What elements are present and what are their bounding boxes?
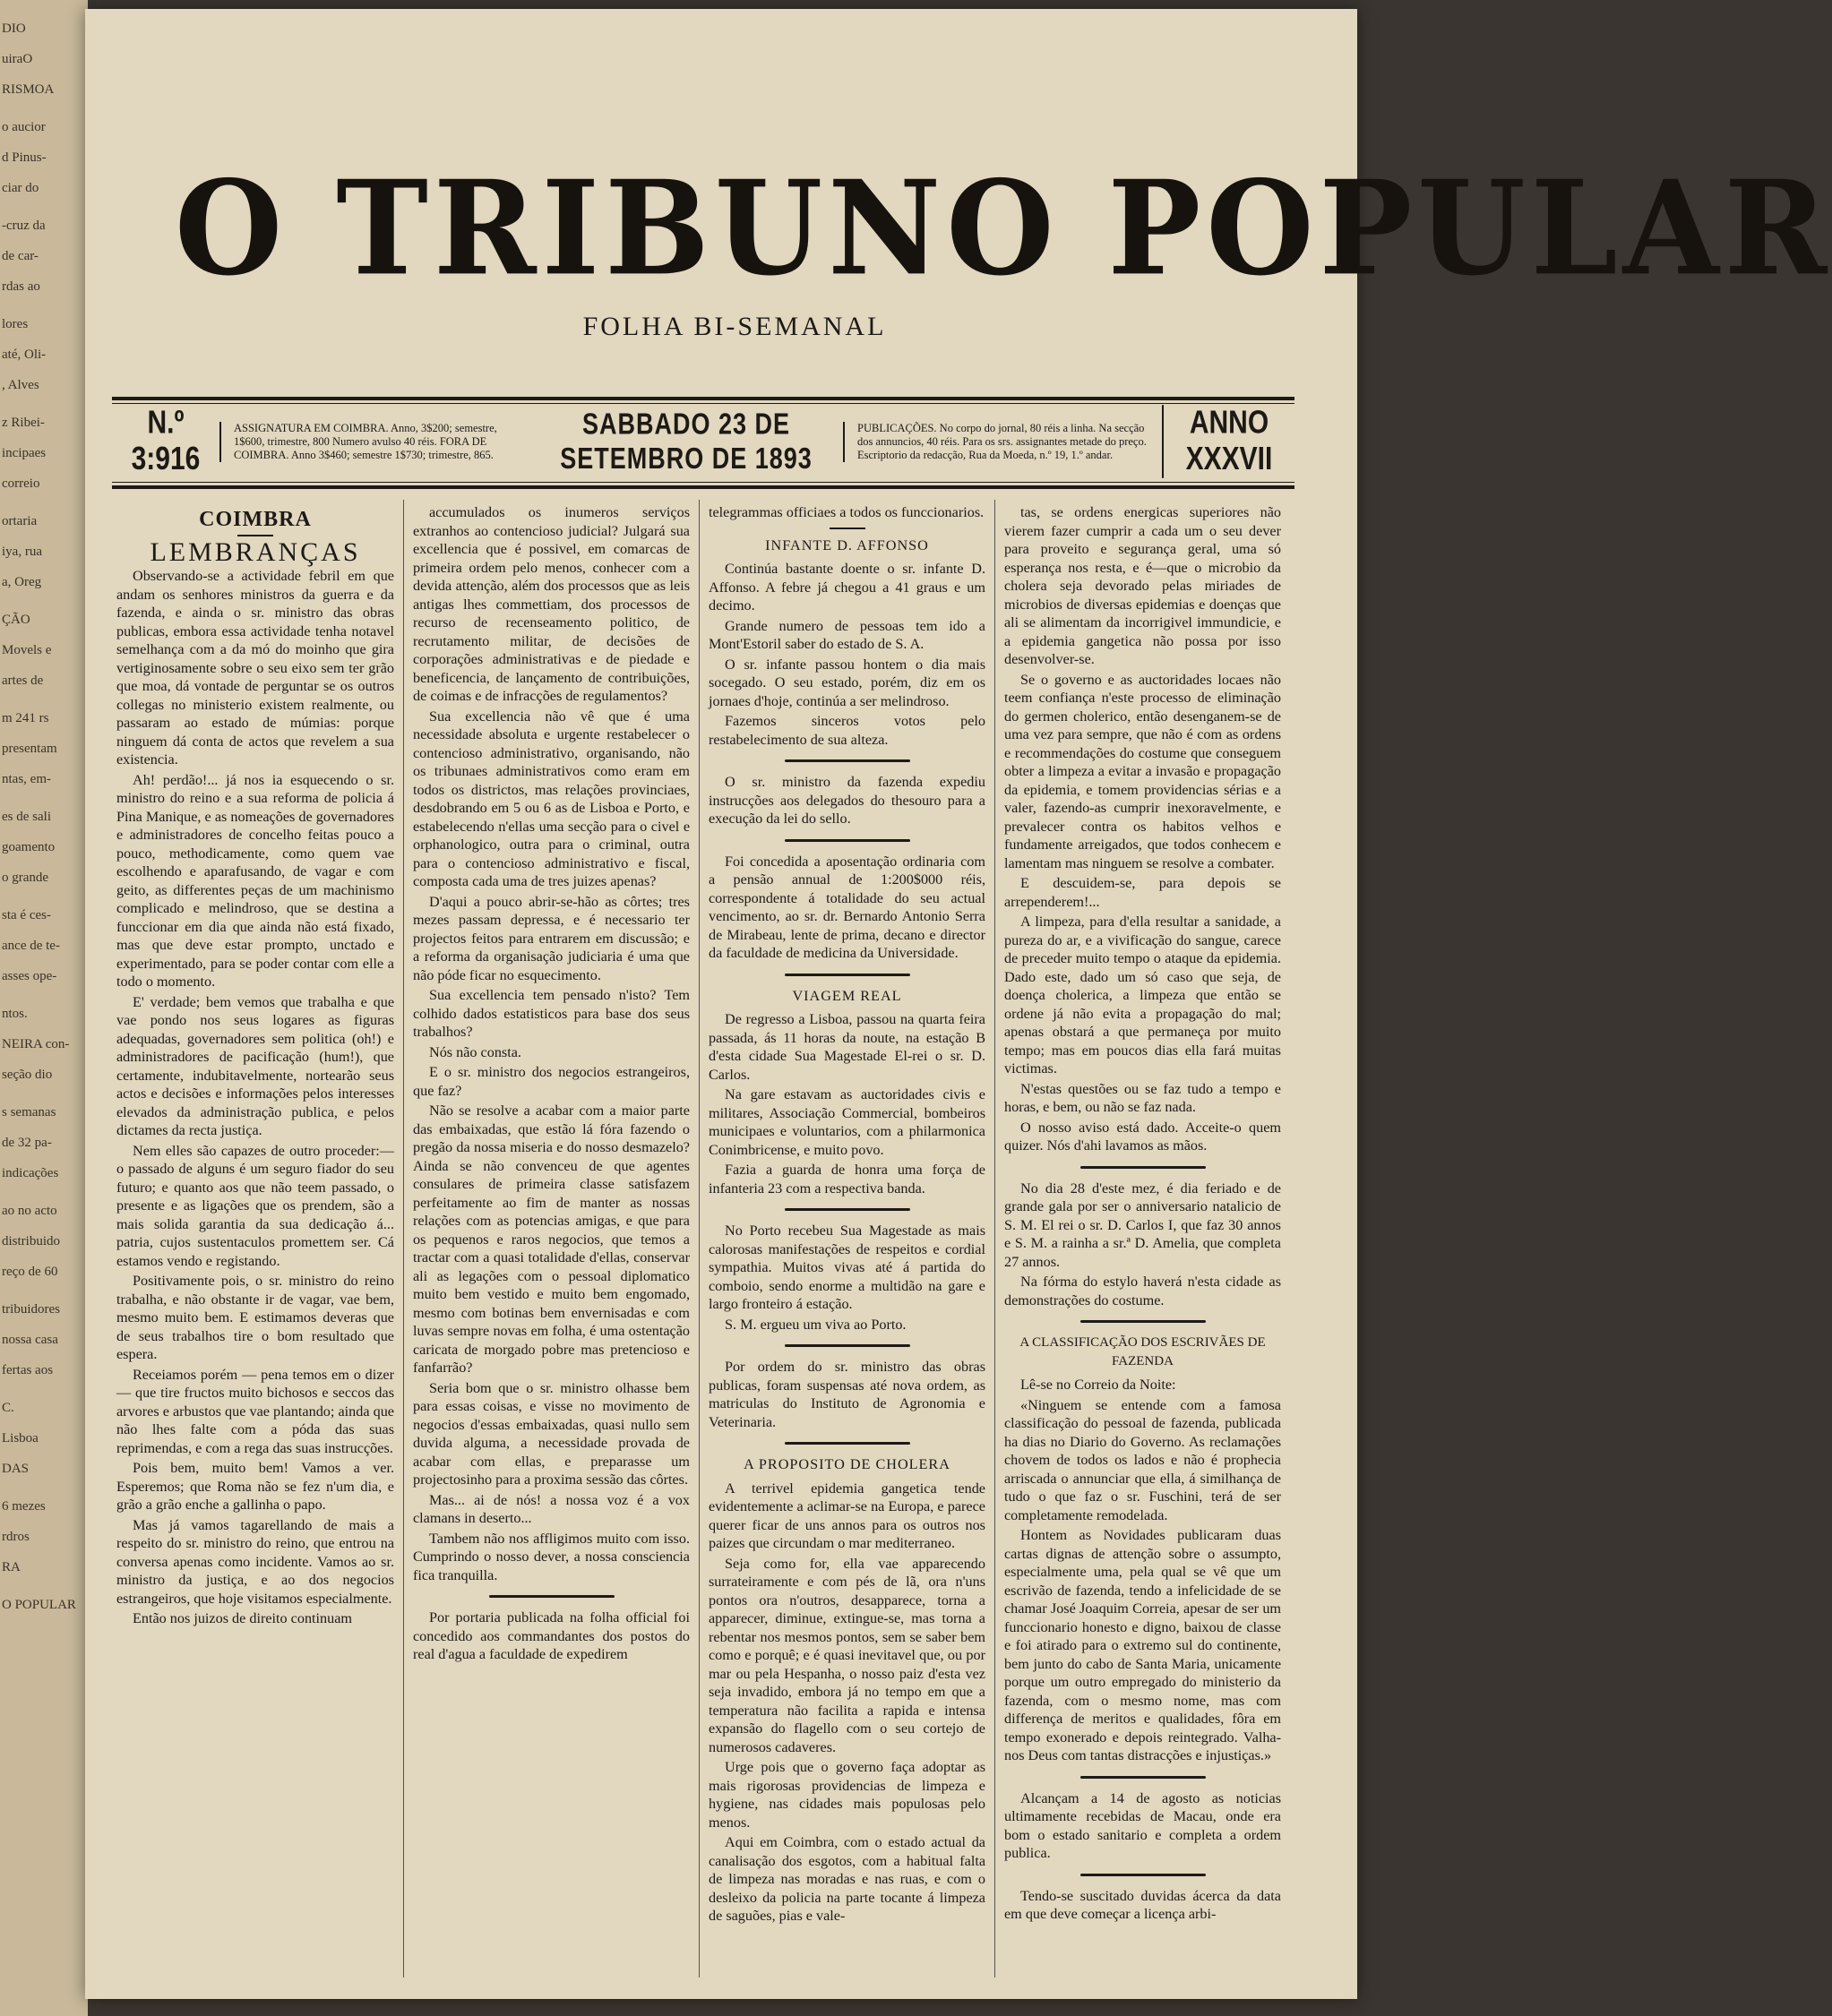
- previous-page-fragment: tribuidores: [2, 1302, 60, 1317]
- previous-page-fragment: Lisboa: [2, 1431, 39, 1446]
- article-body: [1004, 503, 1281, 1155]
- info-bar: [112, 405, 1294, 477]
- top-thin-rule: [112, 403, 1294, 404]
- issue-date: SABBADO 23 DE SETEMBRO DE 1893: [560, 407, 813, 476]
- paragraph: Pois bem, muito bem! Vamos a ver. Esperemos; que Roma não se fez n'um dia, e grão a grão enche a gallinha o papo.: [116, 1460, 394, 1513]
- paragraph: De regresso a Lisboa, passou na quarta feira passada, ás 11 horas da noute, na estação B d'esta cidade Sua Magestade El-rei o sr. D. Carlos.: [709, 1011, 985, 1083]
- previous-page-fragment: a, Oreg: [2, 575, 42, 589]
- article-body: [709, 1480, 985, 1926]
- previous-page-fragment: ntos.: [2, 1007, 28, 1021]
- previous-page-fragment: asses ope-: [2, 969, 57, 983]
- separator: [785, 1208, 910, 1211]
- paragraph: E descuidem-se, para depois se arrependerem!...: [1004, 875, 1281, 910]
- previous-page-fragment: , Alves: [2, 378, 39, 392]
- paragraph: Hontem as Novidades publicaram duas cartas dignas de attenção sobre o assumpto, especialmente uma, pela qual se vê que um escrivão de fazenda, tendo a infelicidade de se chamar José Joaquim Correia, apesar de ser um funccionario honesto e digno, baixou de classe e foi atirado para o extremo sul do continente, bem junto do cabo de Santa Maria, unicamente porque um outro empregado do ministerio da fazenda, com o mesmo nome, mas com differença de meritos e qualidades, fôra em tempo exonerado e depois reintegrado. Valha-nos Deus com tantas distracções e injustiças.»: [1004, 1527, 1281, 1763]
- previous-page-fragment: s semanas: [2, 1105, 56, 1120]
- previous-page-fragment: presentam: [2, 742, 57, 756]
- previous-page-fragment: lores: [2, 317, 29, 331]
- previous-page-fragment: O POPULAR: [2, 1598, 76, 1612]
- paragraph: No Porto recebeu Sua Magestade as mais calorosas manifestações de respeitos e cordial sympathia. Muitos vivas até á partida do comboio, sendo enorme a multidão na gare e largo fronteiro á estação.: [709, 1222, 985, 1312]
- paragraph: Seja como for, ella vae apparecendo surrateiramente e com pés de lã, ora n'uns pontos ora n'outros, desapparece, torna a apparecer, diminue, extingue-se, mas torna a rebentar nos mesmos pontos, sem se saber bem como e porquê; e é quasi inevitavel que, ou por mar ou pela Hespanha, o nosso paiz d'esta vez seja invadido, embora já no tempo em que a temperatura não facilita a rapida e intensa expansão do flagello com o seu cortejo de numerosos cadaveres.: [709, 1555, 985, 1755]
- previous-page-fragment: reço de 60: [2, 1265, 58, 1279]
- column-3: [699, 500, 994, 1977]
- previous-page-fragment: sta é ces-: [2, 908, 51, 922]
- previous-page-fragment: nossa casa: [2, 1333, 58, 1347]
- article-sello: O sr. ministro da fazenda expediu instrucções aos delegados do thesouro para a execução da lei do sello.: [709, 774, 985, 827]
- bottom-thin-rule: [112, 482, 1294, 483]
- previous-page-fragment: ortaria: [2, 514, 38, 528]
- newspaper-subtitle: FOLHA BI-SEMANAL: [582, 312, 887, 341]
- paragraph: Tambem não nos affligimos muito com isso. Cumprindo o nosso dever, a nossa consciencia fica tranquilla.: [413, 1530, 690, 1583]
- previous-page-fragment: DIO: [2, 21, 26, 36]
- paragraph: A limpeza, para d'ella resultar a sanidade, a pureza do ar, e a vivificação do sangue, carece de preceder muito tempo o ataque da epidemia. Dado este, dado um só caso que seja, de doença cholerica, a limpeza que então se ordene já não evita a propagação do mal; apenas obstará a que permaneça por muito tempo; mas em poucos dias ella fará muitas victimas.: [1004, 914, 1281, 1077]
- previous-page-fragment: rdros: [2, 1530, 30, 1544]
- paragraph: Mas já vamos tagarellando de mais a respeito do sr. ministro do reino, que entrou na conversa apenas como incidente. Vamos ao sr. ministro da justiça, e ao dos negocios estrangeiros, que hoje visitamos especialmente.: [116, 1516, 394, 1607]
- previous-page-fragment: o grande: [2, 871, 49, 885]
- newspaper-title: O TRIBUNO POPULAR: [175, 150, 1832, 305]
- previous-page-fragment: DAS: [2, 1462, 30, 1476]
- paragraph: Então nos juizos de direito continuam: [133, 1610, 353, 1626]
- paragraph: Nós não consta.: [429, 1043, 521, 1060]
- paragraph: Seria bom que o sr. ministro olhasse bem para essas coisas, e visse no movimento de negocios d'essas embaixadas, quasi nullo sem duvida alguma, a necessidade provada de acabar com ellas, e preparasse um projectosinho para a proxima sessão das côrtes.: [413, 1379, 690, 1488]
- paragraph: Sua excellencia não vê que é uma necessidade absoluta e urgente restabelecer o contencioso administrativo, organisando, não os tribunaes administrativos como eram em todos os districtos, mas relações provinciaes, desdobrando em 5 ou 6 as de Lisboa e Porto, e estabelecendo n'ellas uma secção para o civel e orphanologico, outra para o criminal, outra para o contencioso administrativo e fiscal, composta cada uma de tres juizes apenas?: [413, 708, 690, 889]
- subscription-prices: ASSIGNATURA EM COIMBRA. Anno, 3$200; semestre, 1$600, trimestre, 800 Numero avulso 40 réis. FORA DE COIMBRA. Anno 3$460; semestre 1$730; trimestre, 865.: [219, 422, 529, 462]
- separator: [785, 839, 910, 842]
- paragraph: Se o governo e as auctoridades locaes não teem confiança n'este processo de eliminação do germen cholerico, então desenganem-se de uma vez para sempre, que não é com as ordens e recommendações do costume que conseguem obter a limpeza a evitar a invasão e propagação da epidemia, e tomem providencias sérias e a valer, fazendo-as cumprir inexoravelmente, e prevalecer contra os habitos velhos e fundamente arreigados, que todos conhecem e lamentam mas ninguem se resolve a combater.: [1004, 671, 1281, 871]
- article-heading-lembrancas: LEMBRANÇAS: [150, 536, 361, 567]
- previous-page-fragment: indicações: [2, 1166, 59, 1180]
- paragraph: Positivamente pois, o sr. ministro do reino trabalha, e não obstante ir de vagar, vae bem, mesmo muito bem. E estimamos deveras que de seus trabalhos tire o bom resultado que espera.: [116, 1273, 394, 1362]
- heading-dash: [237, 535, 273, 536]
- paragraph: E o sr. ministro dos negocios estrangeiros, que faz?: [413, 1064, 690, 1099]
- paragraph: S. M. ergueu um viva ao Porto.: [725, 1316, 907, 1333]
- previous-page-edge: [0, 0, 88, 2016]
- paragraph: «Ninguem se entende com a famosa classificação do pessoal de fazenda, publicada ha dias no Diario do Governo. As reclamações chovem de todos os lados e não é prophecia arriscada o annunciar que ella, á similhança de tudo o que faz o sr. Fuschini, terá de ser completamente remodelada.: [1004, 1396, 1281, 1523]
- paragraph: Na gare estavam as auctoridades civis e militares, Associação Commercial, bombeiros municipaes e voluntarios, com a philarmonica Conimbricense, e muito povo.: [709, 1086, 985, 1158]
- previous-page-fragment: RISMOA: [2, 82, 55, 97]
- paragraph: Por portaria publicada na folha official foi concedido aos commandantes dos postos do real d'agua a faculdade de expedirem: [413, 1609, 690, 1662]
- previous-page-fragment: ao no acto: [2, 1204, 57, 1218]
- separator: [1080, 1874, 1206, 1876]
- paragraph: Mas... ai de nós! a nossa voz é a vox clamans in deserto...: [413, 1491, 690, 1526]
- previous-page-fragment: Movels e: [2, 643, 52, 657]
- paragraph: Não se resolve a acabar com a maior parte das embaixadas, que estão lá fóra fazendo o pregão da nossa miseria e do nosso desmazelo? Ainda se não convenceu de que agentes consulares de primeira classe satisfazem perfeitamente ao fim de manter as nossas relações com as potencias amigas, e que para os pequenos e raros negocios, que temos a tractar com a quasi totalidade d'ellas, conservar ali as legações com o pessoal diplomatico muito bem vestido e muito bem engomado, mesmo com botinas bem envernisadas e com luvas sempre novas em folha, é uma ostentação caricata de morgado pobre mas pretencioso e fanfarrão?: [413, 1102, 690, 1376]
- previous-page-fragment: uiraO: [2, 52, 33, 66]
- previous-page-fragment: m 241 rs: [2, 711, 49, 725]
- previous-page-fragment: RA: [2, 1560, 21, 1574]
- previous-page-fragment: -cruz da: [2, 219, 46, 233]
- separator: [830, 528, 865, 529]
- paragraph: Na fórma do estylo haverá n'esta cidade as demonstrações do costume.: [1004, 1274, 1281, 1308]
- previous-page-fragment: 6 mezes: [2, 1499, 46, 1514]
- volume-year: ANNO XXXVII: [1162, 405, 1294, 478]
- previous-page-fragment: seção dio: [2, 1068, 53, 1082]
- previous-page-fragment: de car-: [2, 249, 39, 263]
- paragraph: tas, se ordens energicas superiores não vierem fazer cumprir a cada um o seu dever para proveito e segurança geral, uma só esperança nos resta, e é—que o microbio da cholera seja devorado pelas miriades de microbios de diversas epidemias e doenças que ali se alimentam da incorrigivel immundicie, e a epidemia gangetica não possa por isso desenvolver-se.: [1004, 504, 1281, 667]
- paragraph: Fazia a guarda de honra uma força de infanteria 23 com a respectiva banda.: [709, 1162, 985, 1197]
- previous-page-fragment: correio: [2, 476, 40, 491]
- article-aposentacao: Foi concedida a aposentação ordinaria com a pensão annual de 1:200$000 réis, correspondente á totalidade do seu actual vencimento, ao sr. dr. Bernardo Antonio Serra de Mirabeau, lente de prima, decano e director da faculdade de medicina da Universidade.: [709, 853, 985, 961]
- previous-page-fragment: rdas ao: [2, 279, 40, 294]
- article-macau: Alcançam a 14 de agosto as noticias ultimamente recebidas de Macau, onde era bom o estado sanitario e completa a ordem publica.: [1004, 1789, 1281, 1861]
- previous-page-fragment: ÇÃO: [2, 613, 30, 627]
- paragraph: No dia 28 d'este mez, é dia feriado e de grande gala por ser o anniversario natalicio de S. M. El rei o sr. D. Carlos I, que faz 30 annos e S. M. a rainha a sr.ª D. Amelia, que completa 27 annos.: [1004, 1180, 1281, 1270]
- previous-page-fragment: fertas aos: [2, 1363, 54, 1377]
- paragraph: O sr. infante passou hontem o dia mais socegado. O seu estado, porém, diz em os jornaes d'hoje, continúa a ser melindroso.: [709, 656, 985, 709]
- previous-page-fragment: até, Oli-: [2, 347, 47, 362]
- separator: [785, 1344, 910, 1347]
- masthead: [175, 150, 1832, 341]
- previous-page-fragment: incipaes: [2, 446, 47, 460]
- column-2: [403, 500, 699, 1977]
- paragraph: Grande numero de pessoas tem ido a Mont'Estoril saber do estado de S. A.: [709, 617, 985, 652]
- paragraph: Ah! perdão!... já nos ia esquecendo o sr. ministro do reino e a sua reforma de policia á Pina Manique, e as nomeações de governadores e administradores de concelho feitas pouco a pouco, methodicamente, como quem vae escolhendo e aparafusando, de vagar e com geito, as differentes peças de um machinismo complicado e melindroso, que se destina a funccionar em dia que ainda não está fixado, mas que deve estar prompto, unctado e experimentado, para se poder contar com elle a todo o momento.: [116, 771, 394, 990]
- top-double-rule: [112, 397, 1294, 400]
- article-heading-cholera: A PROPOSITO DE CHOLERA: [744, 1456, 950, 1472]
- article-heading-classificacao: A CLASSIFICAÇÃO DOS ESCRIVÃES DE FAZENDA: [1019, 1335, 1266, 1368]
- previous-page-fragment: ance de te-: [2, 939, 60, 953]
- separator: [785, 1442, 910, 1445]
- publication-prices: PUBLICAÇÕES. No corpo do jornal, 80 réis a linha. Na secção dos annuncios, 40 réis. Para os srs. assignantes metade do preço. Escriptorio da redacção, Rua da Moeda, n.º 19, 1.º andar.: [843, 422, 1162, 462]
- paragraph: Lê-se no Correio da Noite:: [1020, 1377, 1176, 1393]
- previous-page-fragment: C.: [2, 1401, 14, 1415]
- article-bottom: Tendo-se suscitado duvidas ácerca da data em que deve começar a licença arbi-: [1004, 1887, 1281, 1922]
- separator: [785, 759, 910, 762]
- previous-page-fragment: ciar do: [2, 181, 39, 195]
- paragraph: Fazemos sinceros votos pelo restabelecimento de sua alteza.: [709, 713, 985, 748]
- article-body: [1004, 1376, 1281, 1765]
- paragraph: O nosso aviso está dado. Acceite-o quem quizer. Nós d'ahi lavamos as mãos.: [1004, 1119, 1281, 1154]
- previous-page-fragment: goamento: [2, 840, 56, 854]
- separator: [785, 974, 910, 976]
- article-heading-infante: INFANTE D. AFFONSO: [765, 536, 929, 553]
- paragraph: N'estas questões ou se faz tudo a tempo e horas, e bem, ou não se faz nada.: [1004, 1080, 1281, 1115]
- bottom-double-rule: [112, 485, 1294, 489]
- paragraph: D'aqui a pouco abrir-se-hão as côrtes; tres mezes passam depressa, e é necessario ter projectos feitos para entrarem em discussão; e a reforma da organisação judiciaria é uma que não póde ficar no esquecimento.: [413, 893, 690, 983]
- paragraph: Aqui em Coimbra, com o estado actual da canalisação dos esgotos, com a habitual falta de limpeza nas moradas e nas ruas, e com o desleixo da policia na parte tocante á limpeza de saguões, pias e vale-: [709, 1834, 985, 1924]
- paragraph: Urge pois que o governo faça adoptar as mais rigorosas providencias de limpeza e hygiene, nas cidades mais populosas pelo menos.: [709, 1759, 985, 1831]
- separator: [1080, 1320, 1206, 1323]
- separator: [1080, 1166, 1206, 1169]
- article-columns: [108, 500, 1290, 1977]
- paragraph: accumulados os inumeros serviços extranhos ao contencioso judicial? Julgará sua excellencia que é possivel, em comarcas de primeira ordem pelo menos, conhecer com a devida attenção, além dos processos que as leis antigas lhes commettiam, dos processos de recurso de recenseamento politico, de recrutamento militar, de decisões de corporações administrativas e de piedade e beneficencia, de lançamento de contribuições, de coimas e de infracções de regulamentos?: [413, 504, 690, 704]
- previous-page-fragment: artes de: [2, 673, 44, 688]
- article-body: [116, 567, 394, 1628]
- previous-page-fragment: es de sali: [2, 810, 51, 824]
- paragraph: E' verdade; bem vemos que trabalha e que vae pondo nos seus logares as figuras adequadas, governadores sem politica (oh!) e administradores de pacificação (hum!), que certamente, indubitavelmente, nortearão seus actos e decisões e informações pelos interesses elevados da administração publica, e pelos dictames da recta justiça.: [116, 993, 394, 1138]
- previous-page-fragment: o aucior: [2, 120, 46, 134]
- article-body: [709, 560, 985, 749]
- previous-page-fragment: d Pinus-: [2, 150, 47, 165]
- previous-page-fragment: ntas, em-: [2, 772, 51, 786]
- article-body: [709, 1010, 985, 1334]
- article-anniversary: [1004, 1180, 1281, 1310]
- paragraph: Observando-se a actividade febril em que andam os senhores ministros da guerra e da fazenda, e ainda o sr. ministro das obras publicas, embora essa actividade tenha notavel semelhança com a da mó do moinho que gira vertiginosamente sobre o seu eixo sem ter grão que moa, dá vontade de perguntar se os outros collegas no ministerio existem realmente, ou passaram ao estado de múmias: porque ninguem dá conta de actos que revelem a sua existencia.: [116, 568, 394, 768]
- article-matriculas: Por ordem do sr. ministro das obras publicas, foram suspensas até nova ordem, as matriculas do Instituto de Agronomia e Veterinaria.: [709, 1359, 985, 1430]
- previous-page-fragment: de 32 pa-: [2, 1136, 52, 1150]
- column-4: [994, 500, 1290, 1977]
- section-heading-coimbra: COIMBRA: [199, 508, 312, 531]
- paragraph: Sua excellencia tem pensado n'isto? Tem colhido dados estatisticos para base dos seus trabalhos?: [413, 987, 690, 1040]
- article-continuation: telegrammas officiaes a todos os funccionarios.: [709, 504, 985, 520]
- previous-page-fragment: distribuido: [2, 1234, 61, 1248]
- separator: [1080, 1776, 1206, 1779]
- previous-page-fragment: iya, rua: [2, 545, 42, 559]
- article-heading-viagem: VIAGEM REAL: [792, 987, 902, 1004]
- issue-number: N.º 3:916: [131, 405, 201, 477]
- paragraph: Continúa bastante doente o sr. infante D. Affonso. A febre já chegou a 41 graus e um decimo.: [709, 561, 985, 613]
- paragraph: Nem elles são capazes de outro proceder:—o passado de alguns é um seguro fiador do seu futuro; e quanto aos que não teem passado, o presente e as ligações que os prendem, são a mais solida garantia da sua dedicação á... patria, cujos sustentaculos promettem ser. Cá estamos vendo e registando.: [116, 1142, 394, 1269]
- previous-page-fragment: NEIRA con-: [2, 1037, 70, 1051]
- newspaper-page: [85, 9, 1832, 1999]
- separator: [489, 1595, 615, 1598]
- previous-page-fragment: z Ribei-: [2, 416, 45, 430]
- article-body: [413, 503, 690, 1664]
- paragraph: A terrivel epidemia gangetica tende evidentemente a aclimar-se na Europa, e parece querer ficar de uns annos para os outros nos paizes que circundam o mar mediterraneo.: [709, 1480, 985, 1551]
- paragraph: Receiamos porém — pena temos em o dizer— que tire fructos muito bichosos e seccos das arvores e arbustos que vae plantando; ainda que não lhes falte com a póda das suas reprimendas, e com a rega das suas instrucções.: [116, 1366, 394, 1456]
- column-1: [108, 500, 403, 1977]
